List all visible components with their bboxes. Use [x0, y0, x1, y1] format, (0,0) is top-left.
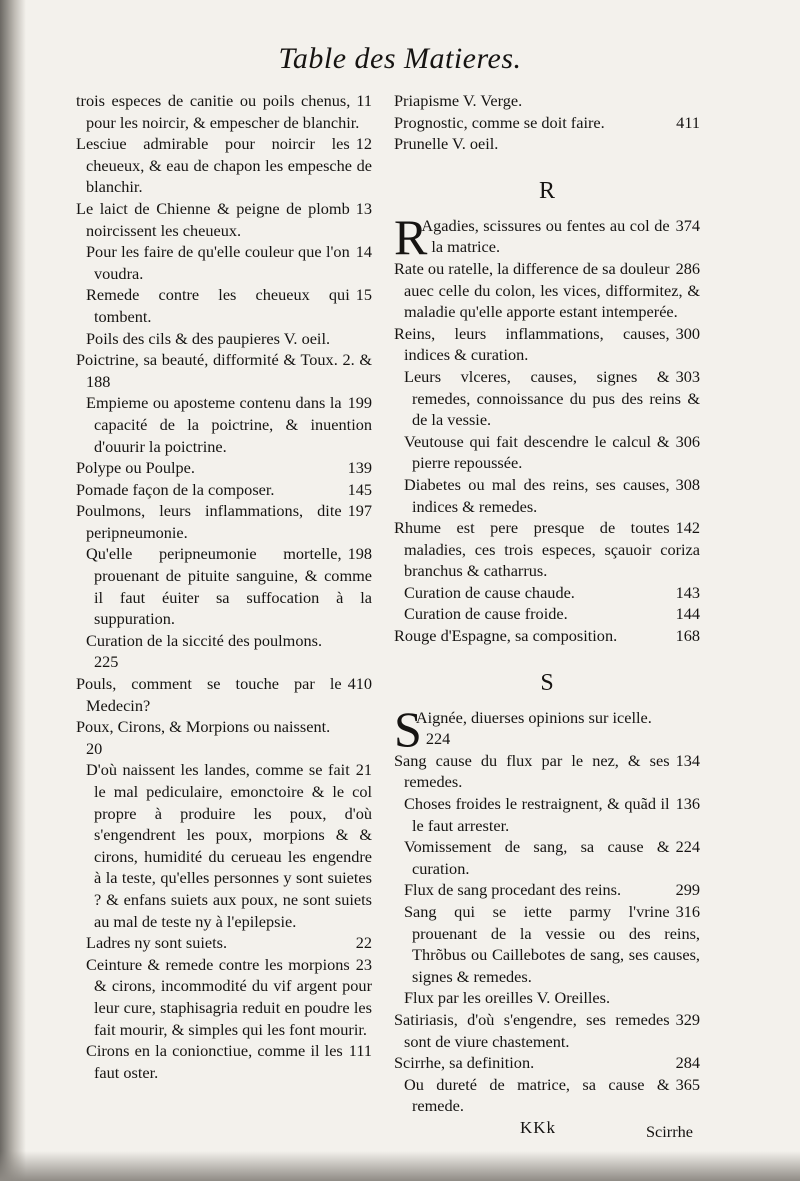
index-entry [76, 241, 372, 284]
entry-page-number: 15 [355, 285, 372, 305]
index-entry [76, 457, 372, 479]
index-entry [394, 625, 700, 647]
entry-text: Lesciue admirable pour noircir les cheueux, & eau de chapon les empesche de blanchir. [76, 134, 372, 197]
index-entry [394, 208, 700, 265]
index-entry [76, 133, 372, 198]
entry-text: Rhume est pere presque de toutes maladies, ces trois especes, sçauoir coriza branchus & catharrus. [394, 518, 700, 581]
index-entry [394, 90, 700, 112]
index-entry [76, 500, 372, 543]
entry-text: Empieme ou aposteme contenu dans la capacité de la poictrine, & inuention d'ouurir la poictrine. [86, 393, 372, 456]
entry-page-number: 111 [348, 1041, 372, 1061]
entry-page-number: 299 [675, 880, 700, 900]
drop-cap-initial: S [394, 700, 422, 757]
entry-page-number: 225 [94, 652, 119, 672]
index-entry [76, 284, 372, 327]
entry-text: Rouge d'Espagne, sa composition. [394, 626, 618, 646]
entry-text: Curation de cause froide. [404, 604, 568, 624]
entry-page-number: 197 [347, 501, 372, 521]
entry-text: Poulmons, leurs inflammations, dite peripneumonie. [76, 501, 342, 542]
index-entry [394, 474, 700, 517]
index-entry [394, 603, 700, 625]
entry-text: Curation de la siccité des poulmons. [86, 630, 323, 650]
entry-page-number: 300 [675, 323, 700, 343]
index-entry [76, 932, 372, 954]
index-entry [394, 1052, 700, 1074]
page-gutter-shadow [0, 0, 26, 1181]
entry-page-number: 198 [347, 544, 372, 564]
index-entry [394, 112, 700, 134]
entry-page-number: 316 [675, 902, 700, 921]
index-entry [76, 392, 372, 457]
entry-text: Flux de sang procedant des reins. [404, 880, 622, 900]
entry-page-number: 329 [675, 1009, 700, 1029]
entry-text: Aignée, diuerses opinions sur icelle. [415, 707, 652, 727]
left-column [76, 90, 372, 1083]
index-entry [76, 716, 372, 759]
entry-text: Ou dureté de matrice, sa cause & remede. [404, 1074, 670, 1116]
entry-text: Cirons en la conionctiue, comme il les faut oster. [86, 1041, 343, 1082]
index-entry [76, 759, 372, 932]
entry-page-number: 22 [355, 933, 372, 953]
entry-text: Polype ou Poulpe. [76, 458, 195, 478]
entry-text: Qu'elle peripneumonie mortelle, prouenant de pituite sanguine, & comme il faut éuiter sa suffocation à la suppuration. [86, 544, 372, 629]
entry-text: Remede contre les cheueux qui tombent. [86, 285, 350, 326]
entry-page-number: 11 [356, 91, 372, 110]
index-entry [76, 1040, 372, 1083]
entry-page-number: 308 [675, 474, 700, 494]
index-entry [394, 1009, 700, 1052]
section-heading-s: S [540, 669, 554, 696]
index-entry [76, 954, 372, 1040]
entry-page-number: 410 [347, 674, 372, 694]
index-entry [76, 673, 372, 716]
entry-page-number: 411 [676, 112, 700, 132]
index-entry [76, 90, 372, 133]
entry-text: Le laict de Chienne & peigne de plomb noircissent les cheueux. [76, 198, 350, 240]
entry-text: Satiriasis, d'où s'engendre, ses remedes sont de viure chastement. [394, 1009, 670, 1051]
entry-text: Curation de cause chaude. [404, 582, 575, 602]
entry-page-number: 21 [355, 760, 372, 780]
index-entry [394, 793, 700, 836]
index-entry [76, 630, 372, 673]
entry-page-number: 145 [347, 479, 372, 499]
index-entry [394, 836, 700, 879]
entry-text: Flux par les oreilles V. Oreilles. [404, 988, 611, 1008]
entry-page-number: 143 [675, 582, 700, 602]
index-entry [394, 431, 700, 474]
entry-page-number: 20 [86, 738, 103, 758]
entry-page-number: 142 [675, 518, 700, 538]
entry-page-number: 12 [355, 134, 372, 154]
right-column [394, 90, 700, 1117]
entry-page-number: 144 [675, 604, 700, 624]
index-entry [76, 543, 372, 629]
entry-text: Scirrhe, sa definition. [394, 1053, 535, 1073]
index-entry [76, 479, 372, 501]
index-entry [394, 517, 700, 582]
entry-page-number: 224 [675, 837, 700, 857]
drop-cap-initial: R [394, 208, 428, 265]
section-heading-r: R [538, 177, 555, 204]
page-bottom-shadow [0, 1151, 800, 1181]
entry-page-number: 365 [675, 1074, 700, 1094]
entry-page-number: 224 [425, 729, 451, 749]
right-top-entries [394, 90, 700, 155]
catchword: Scirrhe [646, 1122, 694, 1141]
entry-text: Vomissement de sang, sa cause & curation. [404, 837, 670, 878]
entry-text: Poils des cils & des paupieres V. oeil. [86, 328, 331, 348]
entry-text: Diabetes ou mal des reins, ses causes, indices & remedes. [404, 474, 670, 516]
page-title: Table des Matieres. [278, 42, 522, 75]
entry-page-number: 199 [347, 393, 372, 413]
index-entry [394, 323, 700, 366]
index-entry [394, 879, 700, 901]
entry-page-number: 139 [347, 458, 372, 478]
entry-text: Sang qui se iette parmy l'vrine prouenant de la vessie ou des reins, Thrõbus ou Caillebotes de sang, ses causes, signes & remedes. [404, 902, 700, 986]
entry-text: Agadies, scissures ou fentes au col de la matrice. [421, 215, 670, 257]
entry-text: Veutouse qui fait descendre le calcul & pierre repoussée. [404, 431, 670, 473]
index-entry [394, 750, 700, 793]
section-r-entries [394, 208, 700, 647]
entry-page-number: 23 [355, 954, 372, 974]
entry-page-number: 374 [675, 215, 700, 235]
entry-text: Ladres ny sont suiets. [86, 933, 228, 953]
index-entry [76, 349, 372, 392]
index-entry [394, 582, 700, 604]
entry-text: Sang cause du flux par le nez, & ses remedes. [394, 750, 670, 792]
entry-page-number: 13 [355, 198, 372, 218]
index-entry [394, 133, 700, 155]
entry-page-number: 286 [675, 258, 700, 278]
entry-text: Choses froides le restraignent, & quãd il le faut arrester. [404, 794, 670, 835]
entry-text: D'où naissent les landes, comme se fait le mal pediculaire, emonctoire & le col propre à produire les poux, d'où s'engendrent les poux, morpions & & cirons, humidité du cerueau les engendre à la teste, qu'elles personnes y sont suietes ? & enfans suiets aux poux, ne sont suiets au mal de teste ny à l'epilepsie. [86, 760, 372, 931]
section-s-entries [394, 700, 700, 1117]
index-entry [394, 700, 700, 757]
entry-text: Pomade façon de la composer. [76, 479, 275, 499]
entry-text: Poux, Cirons, & Morpions ou naissent. [76, 717, 331, 737]
index-entry [394, 366, 700, 431]
entry-text: Priapisme V. Verge. [394, 91, 523, 110]
signature-mark: KKk [520, 1118, 557, 1137]
index-entry [394, 901, 700, 987]
entry-text: Leurs vlceres, causes, signes & remedes, connoissance du pus des reins & de la vessie. [404, 366, 700, 430]
entry-text: Reins, leurs inflammations, causes, indices & curation. [394, 323, 670, 365]
entry-text: Pouls, comment se touche par le Medecin? [76, 674, 342, 715]
entry-text: Rate ou ratelle, la difference de sa douleur auec celle du colon, les vices, difformitez, & maladie qu'elle apporte estant intemperée. [394, 258, 700, 322]
entry-page-number: 284 [675, 1053, 700, 1073]
entry-page-number: 14 [355, 242, 372, 262]
entry-page-number: 134 [675, 750, 700, 770]
entry-page-number: 303 [675, 366, 700, 386]
entry-text: Prunelle V. oeil. [394, 134, 499, 154]
entry-text: trois especes de canitie ou poils chenus, pour les noircir, & empescher de blanchir. [76, 91, 360, 132]
entry-text: Poictrine, sa beauté, difformité & Toux. 2. & 188 [76, 350, 372, 391]
index-entry [394, 987, 700, 1009]
entry-text: Prognostic, comme se doit faire. [394, 112, 605, 132]
entry-page-number: 168 [675, 626, 700, 646]
index-entry [394, 1074, 700, 1117]
index-entry [394, 258, 700, 323]
entry-text: Pour les faire de qu'elle couleur que l'on voudra. [86, 242, 350, 283]
entry-page-number: 136 [675, 794, 700, 814]
index-entry [76, 328, 372, 350]
entry-page-number: 306 [675, 431, 700, 451]
entry-text: Ceinture & remede contre les morpions & cirons, incommodité du vif argent pour leur cure, staphisagria reduit en poudre les fait mourir, & simples qui les font mourir. [86, 954, 372, 1039]
index-entry [76, 198, 372, 241]
